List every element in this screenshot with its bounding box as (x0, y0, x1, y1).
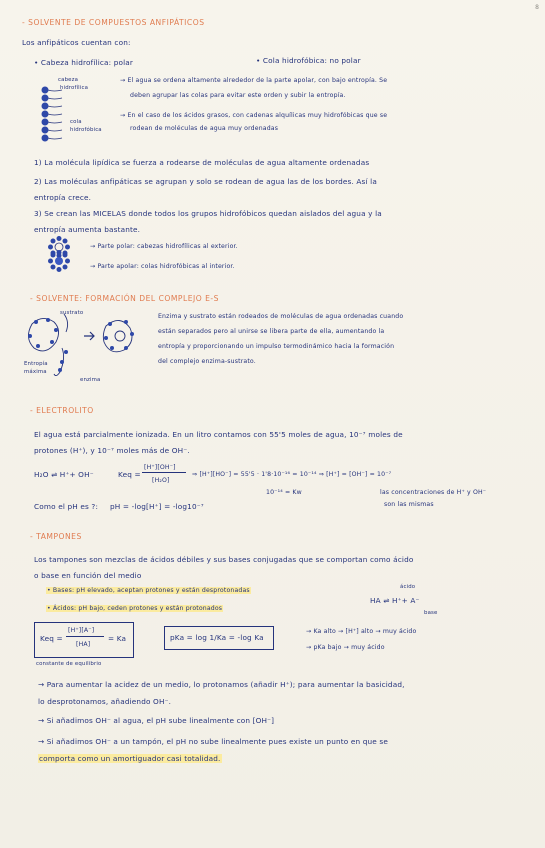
label-maxima: máxima (24, 369, 47, 375)
keq-box-label: Keq = (40, 634, 63, 643)
label-enzima: enzima (80, 377, 101, 383)
micelle-apolar: → Parte apolar: colas hidrofóbicas al interior. (90, 263, 235, 270)
para-1a: → El agua se ordena altamente alrededor de la parte apolar, con bajo entropía. Se (120, 77, 388, 84)
ion-product: ⇒ [H⁺][HO⁻] = 55'5 · 1'8·10⁻¹⁶ = 10⁻¹⁴ ⇒ [H⁺] = [OH⁻] = 10⁻⁷ (192, 471, 392, 478)
section-title-anfipaticos: - SOLVENTE DE COMPUESTOS ANFIPÁTICOS (22, 18, 205, 27)
water-dissociation: H₂O ⇌ H⁺+ OH⁻ (34, 470, 94, 479)
numbered-2b: entropía crece. (34, 193, 92, 202)
label-sustrato: sustrato (60, 310, 84, 316)
complejo-p1: Enzima y sustrato están rodeados de moléculas de agua ordenadas cuando (158, 313, 404, 320)
note-same: son las mismas (384, 501, 434, 508)
label-acido: ácido (400, 584, 416, 590)
numbered-3b: entropía aumenta bastante. (34, 225, 141, 234)
pka-formula: pKa = log 1/Ka = -log Ka (170, 633, 264, 642)
tampones-p2: o base en función del medio (34, 571, 142, 580)
rule-3b (38, 754, 222, 763)
ha-equilibrium: HA ⇌ H⁺+ A⁻ (370, 596, 420, 605)
intro-text: Los anfipáticos cuentan con: (22, 38, 131, 47)
keq-box-note: constante de equilibrio (36, 661, 102, 667)
label-cola: cola (70, 119, 82, 125)
complejo-p4: del complejo enzima-sustrato. (158, 358, 256, 365)
ph-equation: pH = -log[H⁺] = -log10⁻⁷ (110, 502, 204, 511)
pka-low: → pKa bajo → muy ácido (306, 644, 385, 651)
label-hidrofilica: hidrofílica (60, 85, 89, 91)
para-2b: rodean de moléculas de agua muy ordenadas (130, 125, 279, 132)
electrolito-p2: protones (H⁺), y 10⁻⁷ moles más de OH⁻. (34, 446, 190, 455)
rule-3b-text: comporta como un amortiguador casi totalidad. (39, 754, 221, 763)
keq-box-numerator: [H⁺][A⁻] (68, 627, 95, 634)
keq-box-denominator: [HA] (76, 641, 91, 648)
rule-2: → Si añadimos OH⁻ al agua, el pH sube linealmente con [OH⁻] (38, 716, 275, 725)
micelle-polar: → Parte polar: cabezas hidrofílicas al exterior. (90, 243, 238, 250)
lipid-bilayer-drawing (40, 86, 68, 144)
rule-1a: → Para aumentar la acidez de un medio, lo protonamos (añadir H⁺); para aumentar la basicidad, (38, 680, 405, 689)
bullet-cabeza: • Cabeza hidrofílica: polar (34, 58, 134, 67)
numbered-1: 1) La molécula lipídica se fuerza a rodearse de moléculas de agua altamente ordenadas (34, 158, 370, 167)
numbered-2a: 2) Las moléculas anfipáticas se agrupan y solo se rodean de agua las de los bordes. Así la (34, 177, 377, 186)
label-entropia: Entropía (24, 361, 48, 367)
keq-box-fraction-bar (66, 636, 104, 637)
micelle-drawing-2 (48, 250, 70, 272)
kw-value: 10⁻¹⁴ = Kw (266, 489, 302, 496)
label-hidrofobica: hidrofóbica (70, 127, 102, 133)
bullet-bases-text: • Bases: pH elevado, aceptan protones y están desprotonadas (47, 587, 250, 594)
tampones-p1: Los tampones son mezclas de ácidos débiles y sus bases conjugadas que se comportan como ácido (34, 555, 414, 564)
rule-1b: lo desprotonamos, añadiendo OH⁻. (38, 697, 172, 706)
rule-3a: → Si añadimos OH⁻ a un tampón, el pH no sube linealmente pues existe un punto en que se (38, 737, 388, 746)
numbered-3a: 3) Se crean las MICELAS donde todos los grupos hidrofóbicos quedan aislados del agua y la (34, 209, 382, 218)
section-title-electrolito: - ELECTROLITO (30, 406, 94, 415)
label-cabeza: cabeza (58, 77, 79, 83)
ka-high: → Ka alto → [H⁺] alto → muy ácido (306, 628, 417, 635)
label-base: base (424, 610, 438, 616)
bullet-cola: • Cola hidrofóbica: no polar (256, 56, 361, 65)
complejo-p2: están separados pero al unirse se libera parte de ella, aumentando la (158, 328, 385, 335)
ph-question: Como el pH es ?: (34, 502, 99, 511)
page-number: 8 (535, 4, 539, 11)
para-2a: → En el caso de los ácidos grasos, con cadenas alquílicas muy hidrofóbicas que se (120, 112, 388, 119)
bullet-bases (46, 586, 251, 595)
section-title-complejo: - SOLVENTE: FORMACIÓN DEL COMPLEJO E-S (30, 294, 219, 303)
keq-denominator: [H₂O] (152, 477, 170, 484)
bullet-acidos (46, 604, 223, 613)
electrolito-p1: El agua está parcialmente ionizada. En un litro contamos con 55'5 moles de agua, 10⁻⁷ moles de (34, 430, 403, 439)
keq-numerator: [H⁺][OH⁻] (144, 464, 176, 471)
para-1b: deben agrupar las colas para evitar este orden y subir la entropía. (130, 92, 346, 99)
note-concentrations: las concentraciones de H⁺ y OH⁻ (380, 489, 487, 496)
section-title-tampones: - TAMPONES (30, 532, 82, 541)
keq-box-rhs: = Ka (108, 634, 127, 643)
complejo-p3: entropía y proporcionando un impulso termodinámico hacia la formación (158, 343, 395, 350)
keq-fraction-bar (142, 472, 186, 473)
keq-label: Keq = (118, 470, 141, 479)
bullet-acidos-text: • Ácidos: pH bajo, ceden protones y están protonados (47, 605, 223, 612)
